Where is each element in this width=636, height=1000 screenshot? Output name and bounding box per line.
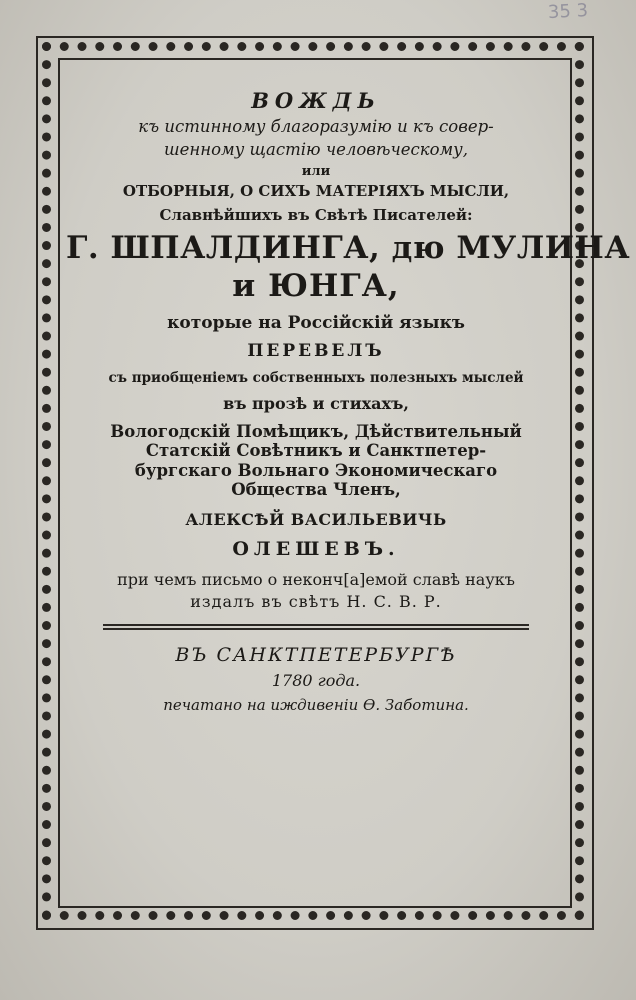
subtitle-line-slavneyshikh: Славнѣйшихъ въ Свѣтѣ Писателей: <box>159 206 473 224</box>
title-line-vozhd: ВОЖДЬ <box>251 88 381 113</box>
additions-line-1: съ приобщеніемъ собственныхъ полезныхъ мыслей <box>108 370 524 386</box>
translation-line: которые на Россійскій языкъ <box>167 313 465 333</box>
imprint-place: ВЪ САНКТПЕТЕРБУРГѢ <box>175 643 457 666</box>
translator-name-line: АЛЕКСѢЙ ВАСИЛЬЕВИЧЬ <box>185 509 447 529</box>
translator-surname-line: ОЛЕШЕВЪ. <box>232 537 400 560</box>
subtitle-line-2: шенному щастію человѣческому, <box>163 139 469 159</box>
title-page-text <box>66 88 631 714</box>
divider-rule <box>103 624 529 630</box>
translator-title-line-3: бургскаго Вольнаго Экономическаго <box>134 460 498 480</box>
library-stamp: 35 3 <box>547 0 589 24</box>
authors-line-1: Г. ШПАЛДИНГА, дю МУЛИНА <box>66 230 631 266</box>
imprint-year: 1780 года. <box>271 670 361 690</box>
appendix-line-2: издалъ въ свѣтъ Н. С. В. Р. <box>190 591 442 611</box>
translator-title-line-2: Статскій Совѣтникъ и Санктпетер- <box>145 441 487 460</box>
imprint-printer: печатано на иждивеніи Ѳ. Заботина. <box>163 695 469 714</box>
authors-line-2: и ЮНГА, <box>232 268 400 304</box>
translator-title-line-1: Вологодскій Помѣщикъ, Дѣйствительный <box>110 421 522 441</box>
appendix-line-1: при чемъ письмо о неконч[а]емой славѣ наукъ <box>117 569 515 589</box>
translated-by-line: ПЕРЕВЕЛЪ <box>247 341 385 361</box>
conjunction-ili: или <box>301 164 331 179</box>
additions-line-2: въ прозѣ и стихахъ, <box>223 393 409 413</box>
subtitle-line-1: къ истинному благоразумію и къ совер- <box>138 117 494 136</box>
subtitle-line-otbornyya: ОТБОРНЫЯ, О СИХЪ МАТЕРІЯХЪ МЫСЛИ, <box>122 182 510 200</box>
translator-title-line-4: Общества Членъ, <box>231 480 401 499</box>
